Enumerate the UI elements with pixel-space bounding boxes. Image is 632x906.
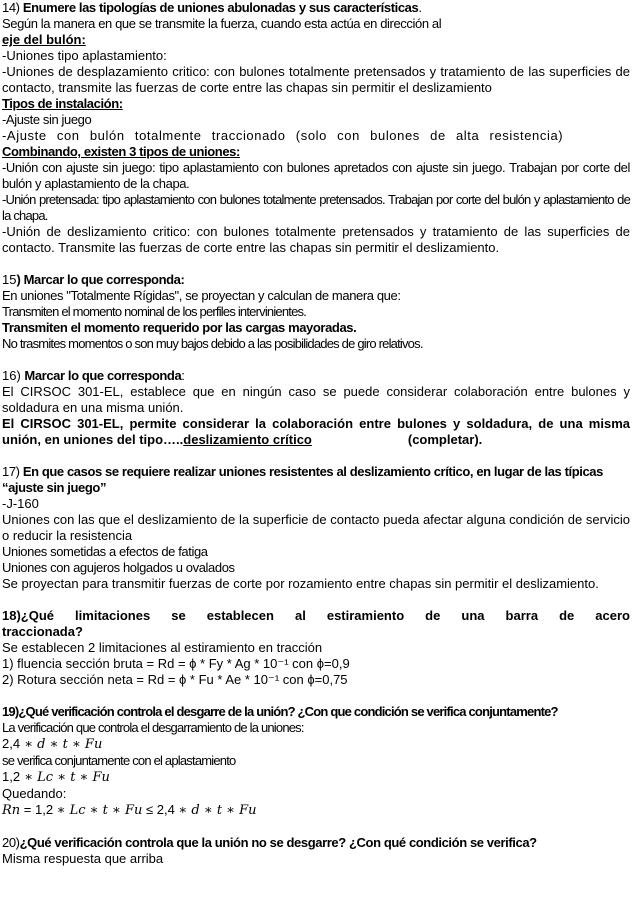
q16-text1: El CIRSOC 301-EL, establece que en ningún caso se puede considerar colaboración entre bulones y soldadura en una misma unión. (2, 384, 630, 415)
q18-heading: 18)¿Qué limitaciones se establecen al estiramiento de una barra de acero traccionada? (2, 608, 630, 639)
q17-item4: Uniones con agujeros holgados u ovalados (2, 560, 235, 575)
q15-option2: Transmiten el momento requerido por las cargas mayoradas. (2, 320, 357, 335)
q16-heading: 16) Marcar lo que corresponda: (2, 368, 185, 383)
q14-intro: Según la manera en que se transmite la fuerza, cuando esta actúa en dirección al (2, 16, 442, 31)
q15-option1: Transmiten el momento nominal de los perfiles intervinientes. (2, 304, 307, 319)
q19-text-result: Quedando: (2, 786, 67, 801)
q18-item1: 1) fluencia sección bruta = Rd = ϕ * Fy * Ag * 10⁻¹ con ϕ=0,9 (2, 656, 350, 671)
q17-item2: Uniones con las que el deslizamiento de la superficie de contacto pueda afectar alguna condición de servicio o reducir la resistencia (2, 512, 630, 543)
q18-item2: 2) Rotura sección neta = Rd = ϕ * Fu * Ae * 10⁻¹ con ϕ=0,75 (2, 672, 348, 687)
q14-heading: 14) Enumere las tipologías de uniones abulonadas y sus características. (2, 0, 422, 15)
q14-combined-item3: -Unión de deslizamiento critico: con bulones totalmente pretensados y tratamiento de las superficies de contacto. Transmite las fuerzas de corte entre las chapas sin permitir el deslizamiento. (2, 224, 630, 255)
q15-intro: En uniones "Totalmente Rígidas", se proyectan y calculan de manera que: (2, 288, 401, 303)
q19-text-jointly: se verifica conjuntamente con el aplastamiento (2, 753, 236, 768)
q16-answer: deslizamiento crítico (183, 432, 312, 447)
q19-formula3: Rn = 1,2 ∗ Lc ∗ t ∗ Fu ≤ 2,4 ∗ d ∗ t ∗ Fu (2, 802, 257, 818)
q14-axis-item1: -Uniones tipo aplastamiento: (2, 48, 167, 63)
q17-heading: 17) En que casos se requiere realizar uniones resistentes al deslizamiento crítico, en lugar de las típicas “ajuste sin juego” (2, 464, 603, 495)
q14-install-item1: -Ajuste sin juego (2, 112, 92, 127)
q15-option3: No trasmites momentos o son muy bajos debido a las posibilidades de giro relativos. (2, 336, 423, 351)
q14-heading-combined: Combinando, existen 3 tipos de uniones: (2, 144, 240, 159)
q20-heading: 20)¿Qué verificación controla que la unión no se desgarre? ¿Con qué condición se verifica? (2, 835, 537, 850)
q19-heading: 19)¿Qué verificación controla el desgarre de la unión? ¿Con que condición se verifica conjuntamente? (2, 704, 558, 719)
q17-item3: Uniones sometidas a efectos de fatiga (2, 544, 208, 559)
q15-heading: 15) Marcar lo que corresponda: (2, 272, 185, 287)
q16-text2: El CIRSOC 301-EL, permite considerar la colaboración entre bulones y soldadura, de una misma unión, en uniones del tipo…..deslizamiento crítico (completar). (2, 416, 630, 447)
q17-title: En que casos se requiere realizar uniones resistentes al deslizamiento crítico, en lugar de las típicas “ajuste sin juego” (2, 464, 603, 495)
q19-intro: La verificación que controla el desgarramiento de la uniones: (2, 720, 304, 735)
q17-item1: -J-160 (2, 496, 39, 511)
q15-title: ) Marcar lo que corresponda: (16, 272, 185, 287)
q14-axis-item2: -Uniones de desplazamiento critico: con bulones totalmente pretensados y tratamiento de las superficies de contacto, transmite las fuerzas de corte entre las chapas sin permitir el deslizamiento (2, 64, 630, 95)
q14-install-item2: -Ajuste con bulón totalmente traccionado (solo con bulones de alta resistencia) (2, 128, 564, 143)
q16-title: Marcar lo que corresponda (24, 368, 182, 383)
q14-combined-item1: -Unión con ajuste sin juego: tipo aplastamiento con bulones apretados con ajuste sin juego. Trabajan por corte del bulón y aplastamiento de la chapa. (2, 160, 630, 191)
q14-title: Enumere las tipologías de uniones abulonadas y sus características (22, 0, 419, 15)
q14-heading-axis: eje del bulón: (2, 32, 86, 47)
q19-title: ¿Qué verificación controla el desgarre de la unión? ¿Con que condición se verifica conjuntamente? (18, 704, 558, 719)
q20-title: ¿Qué verificación controla que la unión no se desgarre? ¿Con qué condición se verifica? (19, 835, 537, 850)
q18-intro: Se establecen 2 limitaciones al estiramiento en tracción (2, 640, 323, 655)
q17-item5: Se proyectan para transmitir fuerzas de corte por rozamiento entre chapas sin permitir el deslizamiento. (2, 576, 599, 591)
q19-formula2: 1,2 ∗ Lc ∗ t ∗ Fu (2, 769, 110, 785)
q14-heading-install: Tipos de instalación: (2, 96, 123, 111)
q18-title: ¿Qué limitaciones se establecen al estiramiento de una barra de acero traccionada? (2, 608, 630, 639)
q20-answer: Misma respuesta que arriba (2, 851, 164, 866)
q14-combined-item2: -Unión pretensada: tipo aplastamiento con bulones totalmente pretensados. Trabajan por corte del bulón y aplastamiento de la chapa. (2, 192, 630, 223)
q19-formula1: 2,4 ∗ d ∗ t ∗ Fu (2, 736, 103, 752)
